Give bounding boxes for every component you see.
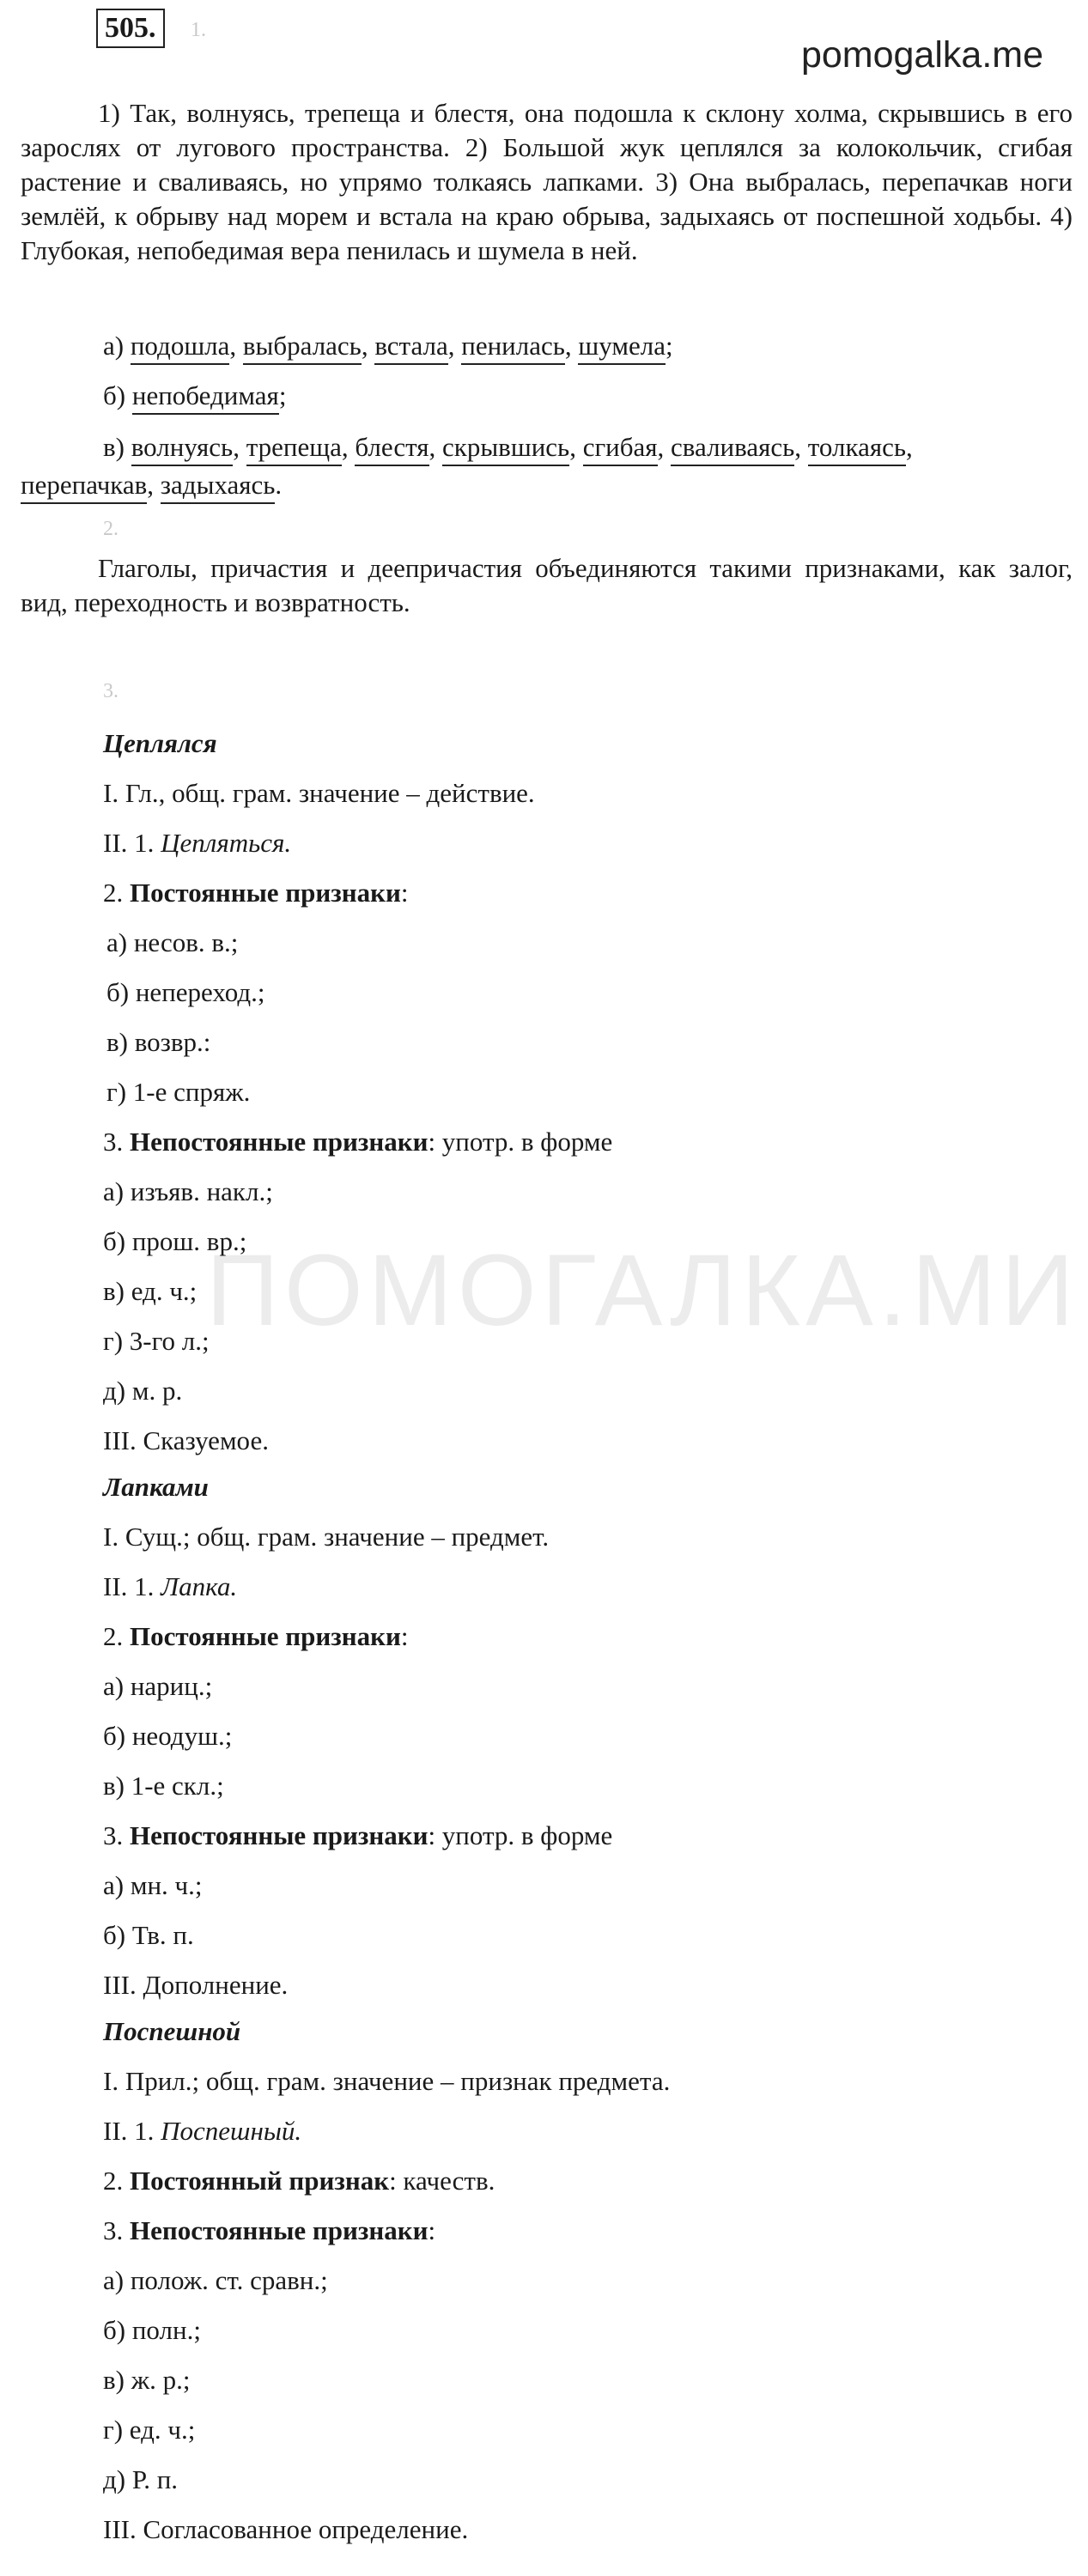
list-word: сваливаясь	[671, 430, 794, 466]
analysis-word1-constant-item: в) возвр.:	[106, 1027, 211, 1057]
list-word: задыхаясь	[161, 468, 276, 504]
list-word: непобедимая	[132, 379, 279, 415]
list-word: перепачкав	[21, 468, 147, 504]
analysis-word1-initial-form: II. 1. Цепляться.	[103, 828, 292, 858]
analysis-word3-part-of-speech: I. Прил.; общ. грам. значение – признак предмета.	[103, 2066, 671, 2096]
analysis-word3-constant-heading: 2. Постоянный признак: качеств.	[103, 2166, 495, 2196]
word-list-a	[103, 329, 673, 365]
list-label: б)	[103, 380, 126, 410]
list-separator: ,	[429, 432, 436, 462]
analysis-word3-variable-item: д) Р. п.	[103, 2464, 179, 2494]
analysis-word3-variable-item: г) ед. ч.;	[103, 2415, 196, 2445]
analysis-word3-title: Поспешной	[103, 2016, 241, 2046]
watermark: ПОМОГАЛКА.МИ	[206, 1234, 1079, 1347]
list-word: выбралась	[243, 329, 362, 365]
analysis-word1-constant-item: а) несов. в.;	[106, 927, 239, 957]
list-separator: ,	[569, 432, 576, 462]
analysis-word3-variable-item: б) полн.;	[103, 2315, 201, 2345]
list-separator: ,	[447, 331, 455, 361]
analysis-word2-title: Лапками	[103, 1472, 209, 1502]
analysis-word2-syntactic-role: III. Дополнение.	[103, 1970, 289, 2000]
list-end-mark: ;	[665, 331, 673, 361]
analysis-word3-initial-form: II. 1. Поспешный.	[103, 2116, 302, 2146]
analysis-word1-variable-item: г) 3-го л.;	[103, 1326, 210, 1356]
list-separator: ,	[564, 331, 572, 361]
list-separator: ,	[341, 432, 349, 462]
list-separator: ,	[361, 331, 368, 361]
list-word: пенилась	[461, 329, 565, 365]
analysis-word2-variable-item: б) Тв. п.	[103, 1920, 194, 1950]
task1-paragraph: 1) Так, волнуясь, трепеща и блестя, она подошла к склону холма, скрывшись в его зарослях от лугового пространства. 2) Большой жук цеплялся за колокольчик, сгибая растение и сваливаясь, но упрямо толкаясь лапками. 3) Она выбралась, перепачкав ноги землёй, к обрыву над морем и встала на краю обрыва, задыхаясь от поспешной ходьбы. 4) Глубокая, непобедимая вера пенилась и шумела в ней.	[21, 98, 1073, 265]
analysis-word2-variable-heading: 3. Непостоянные признаки: употр. в форме	[103, 1820, 613, 1850]
list-end-mark: ,	[906, 432, 913, 462]
list-end-mark: ;	[278, 380, 287, 410]
site-name: pomogalka.me	[800, 34, 1043, 76]
analysis-word1-syntactic-role: III. Сказуемое.	[103, 1425, 269, 1455]
list-word: шумела	[578, 329, 666, 365]
list-word: подошла	[131, 329, 230, 365]
analysis-word1-part-of-speech: I. Гл., общ. грам. значение – действие.	[103, 778, 535, 808]
analysis-word3-variable-item: в) ж. р.;	[103, 2365, 191, 2395]
analysis-word1-constant-item: г) 1-е спряж.	[106, 1077, 251, 1107]
analysis-word2-initial-form: II. 1. Лапка.	[103, 1571, 238, 1601]
section-marker-3: 3.	[103, 680, 119, 702]
list-word: волнуясь	[131, 430, 233, 466]
list-word: толкаясь	[808, 430, 906, 466]
list-separator: ,	[233, 432, 240, 462]
list-word: блестя	[355, 430, 429, 466]
analysis-word1-variable-item: б) прош. вр.;	[103, 1226, 247, 1256]
analysis-word2-constant-heading: 2. Постоянные признаки:	[103, 1621, 409, 1651]
analysis-word1-title: Цеплялся	[103, 728, 217, 758]
analysis-word1-variable-item: а) изъяв. накл.;	[103, 1176, 273, 1206]
list-separator: ,	[794, 432, 802, 462]
list-word: скрывшись	[442, 430, 569, 466]
analysis-word1-variable-heading: 3. Непостоянные признаки: употр. в форме	[103, 1127, 613, 1157]
analysis-word1-variable-item: д) м. р.	[103, 1376, 183, 1406]
list-word: трепеща	[246, 430, 342, 466]
list-word: встала	[374, 329, 447, 365]
section-marker-2: 2.	[103, 518, 119, 540]
task2-paragraph: Глаголы, причастия и деепричастия объединяются такими признаками, как залог, вид, переходность и возвратность.	[21, 553, 1073, 617]
list-label: в)	[103, 432, 125, 462]
list-word: сгибая	[583, 430, 658, 466]
list-separator: ,	[657, 432, 665, 462]
analysis-word3-variable-item: а) полож. ст. сравн.;	[103, 2265, 328, 2295]
word-list-b	[103, 379, 286, 415]
analysis-word3-variable-heading: 3. Непостоянные признаки:	[103, 2215, 436, 2245]
analysis-word2-part-of-speech: I. Сущ.; общ. грам. значение – предмет.	[103, 1522, 550, 1552]
exercise-number: 505.	[96, 9, 165, 48]
word-list-c-line2	[21, 468, 282, 504]
analysis-word2-constant-item: в) 1-е скл.;	[103, 1771, 224, 1801]
analysis-word1-constant-heading: 2. Постоянные признаки:	[103, 878, 409, 908]
list-separator: ,	[147, 470, 155, 500]
word-list-c-line1	[103, 430, 913, 466]
list-label: а)	[103, 331, 125, 361]
section-marker-1: 1.	[191, 19, 206, 41]
analysis-word2-variable-item: а) мн. ч.;	[103, 1870, 203, 1900]
analysis-word2-constant-item: б) неодуш.;	[103, 1721, 233, 1751]
analysis-word3-syntactic-role: III. Согласованное определение.	[103, 2514, 469, 2544]
analysis-word1-variable-item: в) ед. ч.;	[103, 1276, 198, 1306]
list-end-mark: .	[275, 470, 283, 500]
analysis-word2-constant-item: а) нариц.;	[103, 1671, 213, 1701]
list-separator: ,	[229, 331, 237, 361]
analysis-word1-constant-item: б) непереход.;	[106, 977, 265, 1007]
